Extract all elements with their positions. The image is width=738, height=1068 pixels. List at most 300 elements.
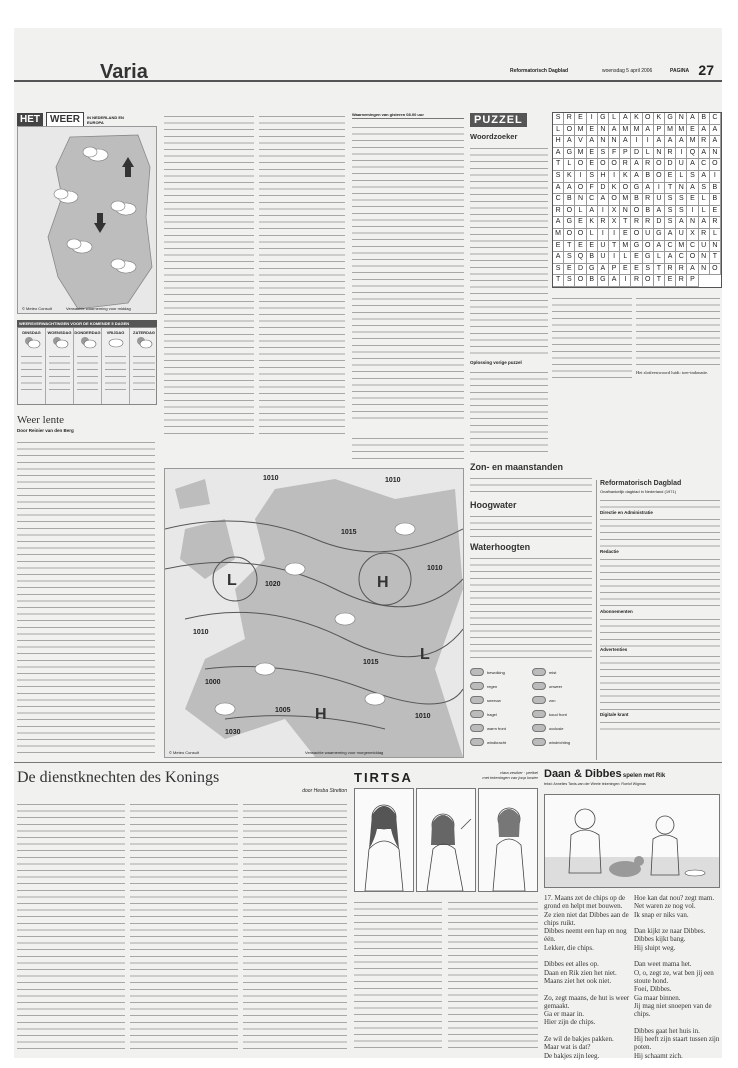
grid-cell: I — [676, 148, 687, 160]
isobar-label: 1005 — [275, 707, 291, 714]
page-date: woensdag 5 april 2006 — [602, 68, 653, 74]
grid-cell: M — [553, 229, 564, 241]
legend-symbol-icon — [532, 724, 546, 732]
grid-cell: S — [643, 264, 654, 276]
grid-cell: L — [699, 206, 710, 218]
grid-cell: P — [654, 125, 665, 137]
grid-cell: O — [631, 206, 642, 218]
sun-cloud-icon — [135, 335, 153, 349]
grid-cell: T — [620, 217, 631, 229]
solution-text — [470, 368, 548, 458]
comic-figure-illustration — [479, 789, 537, 891]
isobar-label: 1010 — [263, 475, 279, 482]
daan-dibbes-header — [544, 768, 722, 786]
grid-cell: G — [631, 241, 642, 253]
grid-cell: E — [553, 241, 564, 253]
grid-cell: K — [631, 113, 642, 125]
grid-cell: A — [587, 136, 598, 148]
isobar-label: 1010 — [193, 629, 209, 636]
grid-cell: N — [710, 241, 721, 253]
grid-cell: I — [710, 171, 721, 183]
isobar-label: 1030 — [225, 729, 241, 736]
isobar-label: 1010 — [385, 477, 401, 484]
grid-cell: I — [654, 183, 665, 195]
legend-item — [532, 682, 562, 690]
grid-cell: A — [654, 136, 665, 148]
weather-map-europe — [164, 468, 464, 758]
grid-cell: O — [643, 275, 654, 287]
grid-cell: M — [620, 241, 631, 253]
cloud-icon — [107, 335, 125, 349]
grid-cell: U — [598, 252, 609, 264]
weather-report-col2 — [259, 112, 345, 434]
grid-cell: S — [553, 171, 564, 183]
grid-cell: S — [665, 217, 676, 229]
grid-cell: O — [710, 264, 721, 276]
grid-cell: A — [609, 275, 620, 287]
grid-cell: E — [587, 148, 598, 160]
colophon-redactie: Redactie — [600, 549, 619, 555]
grid-cell: S — [676, 206, 687, 218]
low-pressure-label: L — [420, 646, 430, 663]
grid-cell: E — [575, 217, 586, 229]
grid-cell: R — [643, 159, 654, 171]
grid-cell: E — [587, 241, 598, 253]
grid-cell: A — [687, 264, 698, 276]
grid-cell: A — [620, 113, 631, 125]
grid-cell: O — [654, 159, 665, 171]
tirtsa-credit: clara zeuiker · perikel met tekeningen van joop koster — [482, 770, 538, 780]
grid-cell: I — [575, 171, 586, 183]
section-divider — [14, 762, 722, 763]
grid-cell: K — [654, 113, 665, 125]
grid-cell: A — [609, 125, 620, 137]
grid-cell: C — [553, 194, 564, 206]
puzzle-title: PUZZEL — [470, 113, 527, 127]
low-pressure-label: L — [227, 572, 237, 589]
grid-cell: I — [598, 206, 609, 218]
colophon-title: Reformatorisch Dagblad — [600, 480, 682, 487]
grid-cell: U — [598, 241, 609, 253]
grid-cell: N — [699, 264, 710, 276]
puzzle-last-line: Het slotfeestwoord luidt: toer-indonatie. — [636, 370, 709, 375]
grid-cell: N — [676, 183, 687, 195]
grid-cell: L — [575, 206, 586, 218]
grid-cell: F — [587, 183, 598, 195]
grid-cell: O — [575, 275, 586, 287]
daan-credit: tekst: Annelies Tanis-van der Weele tekeningen: Roelof Wigmas — [544, 781, 646, 786]
grid-cell: O — [575, 229, 586, 241]
serial-col3 — [243, 800, 347, 1050]
serial-col2 — [130, 800, 238, 1050]
grid-cell: O — [575, 159, 586, 171]
grid-cell: R — [553, 206, 564, 218]
grid-cell: X — [609, 217, 620, 229]
grid-cell: N — [609, 136, 620, 148]
weather-column-text — [17, 438, 155, 756]
grid-cell: L — [676, 171, 687, 183]
water-levels-title: Waterhoogten — [470, 542, 531, 552]
grid-cell: A — [699, 148, 710, 160]
grid-cell: H — [553, 136, 564, 148]
grid-cell: O — [654, 171, 665, 183]
grid-cell: R — [710, 217, 721, 229]
tirtsa-title: TIRTSA — [354, 770, 413, 785]
grid-cell: C — [587, 194, 598, 206]
grid-cell: I — [598, 229, 609, 241]
grid-cell: A — [631, 171, 642, 183]
grid-cell: A — [620, 136, 631, 148]
grid-cell: S — [665, 206, 676, 218]
high-pressure-label: H — [315, 706, 327, 723]
colophon-digitale-krant: Digitale krant — [600, 712, 629, 718]
isobar-label: 1015 — [363, 659, 379, 666]
grid-cell: D — [631, 148, 642, 160]
water-levels-text — [470, 554, 592, 662]
daan-title-suffix: spelen met Rik — [622, 773, 666, 779]
grid-cell: E — [687, 194, 698, 206]
legend-symbol-icon — [532, 682, 546, 690]
forecast-title: WEERSVERWACHTINGEN VOOR DE KOMENDE 5 DAGEN — [17, 320, 157, 327]
serial-story-header — [17, 768, 347, 794]
grid-cell: N — [620, 206, 631, 218]
grid-cell: D — [654, 217, 665, 229]
weather-logo-weer: WEER — [46, 112, 84, 129]
grid-cell: G — [643, 252, 654, 264]
serial-col1 — [17, 800, 125, 1050]
legend-label: warm front — [487, 725, 506, 731]
grid-cell: A — [665, 252, 676, 264]
grid-cell: I — [643, 136, 654, 148]
grid-cell: B — [587, 252, 598, 264]
forecast-day: DONDERDAG — [74, 328, 102, 404]
grid-cell: A — [631, 159, 642, 171]
grid-cell: V — [575, 136, 586, 148]
grid-cell: G — [654, 229, 665, 241]
legend-item — [532, 668, 556, 676]
legend-item — [470, 668, 505, 676]
tirtsa-text-col2 — [448, 898, 538, 1050]
grid-cell: R — [676, 275, 687, 287]
grid-cell: N — [575, 194, 586, 206]
tirtsa-text-col1 — [354, 898, 442, 1050]
grid-cell: A — [553, 148, 564, 160]
high-pressure-label: H — [377, 574, 389, 591]
legend-label: windkracht — [487, 739, 507, 745]
map-caption: Verwachte waarneming voor middag — [66, 306, 131, 311]
weather-column-author: Door Reinier van den Berg — [17, 428, 74, 433]
grid-cell: I — [587, 113, 598, 125]
grid-cell: R — [699, 136, 710, 148]
grid-cell: I — [609, 252, 620, 264]
grid-cell: S — [553, 113, 564, 125]
grid-cell: P — [620, 148, 631, 160]
section-title: Varia — [100, 61, 148, 83]
grid-cell: C — [699, 159, 710, 171]
high-water-title: Hoogwater — [470, 500, 517, 510]
grid-cell: G — [665, 113, 676, 125]
grid-cell: C — [687, 241, 698, 253]
weather-report-col1 — [164, 112, 254, 434]
page-header — [14, 28, 722, 88]
legend-label: bewolking — [487, 669, 505, 675]
grid-cell: L — [564, 159, 575, 171]
serial-author: door Hesba Stretton — [302, 788, 347, 794]
grid-cell: A — [676, 217, 687, 229]
grid-cell: S — [587, 171, 598, 183]
grid-cell: U — [699, 241, 710, 253]
grid-cell: T — [609, 241, 620, 253]
grid-cell: M — [676, 241, 687, 253]
grid-cell: U — [654, 194, 665, 206]
grid-cell: G — [598, 275, 609, 287]
legend-item — [470, 710, 497, 718]
grid-cell: O — [631, 229, 642, 241]
comic-figure-illustration — [417, 789, 475, 891]
grid-cell: O — [598, 159, 609, 171]
legend-item — [470, 682, 497, 690]
grid-cell: S — [699, 183, 710, 195]
grid-cell: E — [587, 159, 598, 171]
grid-cell: E — [587, 125, 598, 137]
grid-cell: A — [699, 217, 710, 229]
grid-cell: S — [687, 171, 698, 183]
puzzle-subtitle: Woordzoeker — [470, 132, 518, 141]
grid-cell: A — [687, 183, 698, 195]
isobar-label: 1015 — [341, 529, 357, 536]
high-water-text — [470, 512, 592, 538]
newspaper-name: Reformatorisch Dagblad — [510, 68, 569, 74]
grid-cell: A — [553, 183, 564, 195]
grid-cell: E — [620, 229, 631, 241]
weather-map-netherlands — [17, 126, 157, 314]
grid-cell: E — [575, 241, 586, 253]
puzzle-instructions — [470, 144, 548, 356]
grid-cell: I — [687, 206, 698, 218]
grid-cell: X — [609, 206, 620, 218]
grid-cell: T — [564, 241, 575, 253]
colophon-abonnementen: Abonnementen — [600, 609, 633, 614]
isobar-label: 1010 — [427, 565, 443, 572]
grid-cell: R — [564, 113, 575, 125]
grid-cell: U — [676, 159, 687, 171]
grid-cell: T — [553, 275, 564, 287]
grid-cell: R — [643, 217, 654, 229]
grid-cell: S — [564, 275, 575, 287]
grid-cell: T — [553, 159, 564, 171]
grid-cell: K — [620, 171, 631, 183]
grid-cell: A — [710, 125, 721, 137]
grid-cell: A — [598, 194, 609, 206]
grid-cell: O — [609, 194, 620, 206]
grid-cell: B — [643, 171, 654, 183]
tirtsa-panel-2 — [416, 788, 476, 892]
grid-cell: N — [598, 136, 609, 148]
netherlands-map-graphic — [18, 127, 156, 313]
grid-cell: R — [665, 148, 676, 160]
legend-label: regen — [487, 683, 498, 689]
grid-cell: R — [598, 217, 609, 229]
page-label: PAGINA — [670, 68, 690, 74]
grid-cell: I — [620, 275, 631, 287]
grid-cell: A — [665, 229, 676, 241]
grid-cell: L — [620, 252, 631, 264]
isobar-label: 1000 — [205, 679, 221, 686]
legend-item — [470, 696, 501, 704]
grid-cell: X — [687, 229, 698, 241]
puzzle-wordlist-col2 — [636, 294, 720, 370]
grid-cell: O — [609, 159, 620, 171]
legend-symbol-icon — [532, 738, 546, 746]
grid-cell: T — [654, 275, 665, 287]
tirtsa-header — [354, 770, 538, 786]
grid-cell: D — [598, 183, 609, 195]
grid-cell: A — [687, 113, 698, 125]
grid-cell: O — [564, 229, 575, 241]
grid-cell: K — [609, 183, 620, 195]
legend-label: hagel — [487, 711, 497, 717]
grid-cell: C — [710, 113, 721, 125]
puzzle-header — [470, 114, 527, 128]
grid-cell: B — [710, 183, 721, 195]
daan-title: Daan & Dibbes — [544, 768, 622, 780]
legend-label: occlusie — [549, 725, 564, 731]
grid-cell: D — [665, 159, 676, 171]
grid-cell: P — [687, 275, 698, 287]
puzzle-wordlist-col1 — [552, 294, 632, 378]
grid-cell: M — [631, 125, 642, 137]
grid-cell: G — [564, 217, 575, 229]
daan-illustration-graphic — [545, 795, 719, 887]
grid-cell: A — [699, 171, 710, 183]
grid-cell: M — [687, 136, 698, 148]
legend-label: sneeuw — [487, 697, 501, 703]
grid-cell: G — [587, 264, 598, 276]
header-rule — [14, 80, 722, 82]
grid-cell: A — [699, 125, 710, 137]
forecast-day: WOENSDAG — [46, 328, 74, 404]
map2-caption: Verwachte waarneming voor morgenmiddag — [305, 750, 384, 755]
solution-label: Oplossing vorige puzzel — [470, 360, 522, 365]
grid-cell: M — [676, 125, 687, 137]
grid-cell: L — [643, 148, 654, 160]
grid-cell: A — [654, 206, 665, 218]
grid-cell: E — [564, 264, 575, 276]
legend-item — [532, 696, 555, 704]
grid-cell: E — [710, 206, 721, 218]
grid-cell: H — [598, 171, 609, 183]
legend-symbol-icon — [532, 710, 546, 718]
isobar-label: 1020 — [265, 581, 281, 588]
grid-cell: R — [699, 229, 710, 241]
grid-cell: Q — [687, 148, 698, 160]
legend-symbol-icon — [470, 668, 484, 676]
newspaper-page — [14, 28, 722, 1058]
grid-cell: N — [687, 217, 698, 229]
grid-cell: K — [587, 217, 598, 229]
grid-cell: A — [587, 206, 598, 218]
tirtsa-panel-3 — [478, 788, 538, 892]
grid-cell: U — [676, 229, 687, 241]
grid-cell: E — [575, 113, 586, 125]
grid-cell: B — [564, 194, 575, 206]
weather-column-title: Weer lente — [17, 414, 65, 426]
colophon — [596, 480, 720, 760]
legend-label: koud front — [549, 711, 567, 717]
grid-cell: B — [699, 113, 710, 125]
grid-cell: S — [665, 194, 676, 206]
legend-label: mist — [549, 669, 557, 675]
sun-cloud-icon — [79, 335, 97, 349]
sun-cloud-icon — [23, 335, 41, 349]
serial-title: De dienstknechten des Konings — [17, 769, 220, 786]
grid-cell: T — [665, 183, 676, 195]
legend-symbol-icon — [532, 696, 546, 704]
grid-cell: O — [687, 252, 698, 264]
grid-cell: O — [564, 125, 575, 137]
page-number: 27 — [698, 62, 714, 78]
legend-item — [470, 738, 506, 746]
grid-cell: N — [699, 252, 710, 264]
grid-cell: R — [665, 264, 676, 276]
grid-cell: B — [587, 275, 598, 287]
daan-text-left: 17. Maans zet de chips op de grond en helpt met bouwen. Ze zien niet dat Dibbes aan de chips ruikt. Dibbes neemt een hap en nog één. Lekker, die chips. Dibbes eet alles op. Daan en Rik zien het niet. Maans ziet het ook niet. Zo, zegt maans, de hut is weer gemaakt. Ga er maar in. Hier zijn de chips. Ze wil de bakjes pakken. Maar wat is dat? De bakjes zijn leeg. — [544, 894, 630, 1060]
grid-cell: R — [631, 275, 642, 287]
grid-cell: M — [620, 125, 631, 137]
grid-cell: M — [575, 125, 586, 137]
legend-item — [532, 724, 563, 732]
daan-text-right: Hoe kan dat nou? zegt mam. Net waren ze nog vol. Ik snap er niks van. Dan kijkt ze naar Dibbes. Dibbes kijkt bang. Hij sluipt weg. Dan weet mama het. O, o, zegt ze, wat ben jij een stoute hond. Foei, Dibbes. Ga maar binnen. Jij mag niet snoepen van de chips. Dibbes gaat het huis in. Hij heeft zijn staart tussen zijn poten. Hij schaamt zich. — [634, 894, 720, 1060]
grid-cell: A — [553, 252, 564, 264]
grid-cell: E — [620, 264, 631, 276]
grid-cell: A — [564, 183, 575, 195]
grid-cell: L — [609, 113, 620, 125]
grid-cell: O — [643, 113, 654, 125]
legend-symbol-icon — [470, 696, 484, 704]
grid-cell: R — [631, 217, 642, 229]
grid-cell: G — [631, 183, 642, 195]
daan-illustration — [544, 794, 720, 888]
grid-cell: A — [643, 125, 654, 137]
isobar-label: 1010 — [415, 713, 431, 720]
grid-cell: Q — [575, 252, 586, 264]
grid-cell: T — [654, 264, 665, 276]
tirtsa-panel-1 — [354, 788, 414, 892]
legend-item — [532, 738, 570, 746]
grid-cell: F — [609, 148, 620, 160]
forecast-day: VRIJDAG — [102, 328, 130, 404]
weather-note — [352, 434, 464, 464]
grid-cell: L — [699, 194, 710, 206]
grid-cell: A — [687, 159, 698, 171]
grid-cell: S — [553, 264, 564, 276]
grid-cell: A — [643, 183, 654, 195]
forecast-grid — [17, 327, 157, 405]
grid-cell: R — [643, 194, 654, 206]
legend-label: onweer — [549, 683, 563, 689]
legend-item — [532, 710, 567, 718]
grid-cell: A — [676, 136, 687, 148]
grid-cell: O — [575, 183, 586, 195]
legend-symbol-icon — [470, 724, 484, 732]
grid-cell: C — [665, 241, 676, 253]
grid-cell: B — [710, 194, 721, 206]
legend-item — [470, 724, 506, 732]
grid-cell: S — [598, 148, 609, 160]
grid-cell: E — [665, 171, 676, 183]
grid-cell: I — [609, 229, 620, 241]
colophon-directie: Directie en Administratie — [600, 509, 653, 515]
